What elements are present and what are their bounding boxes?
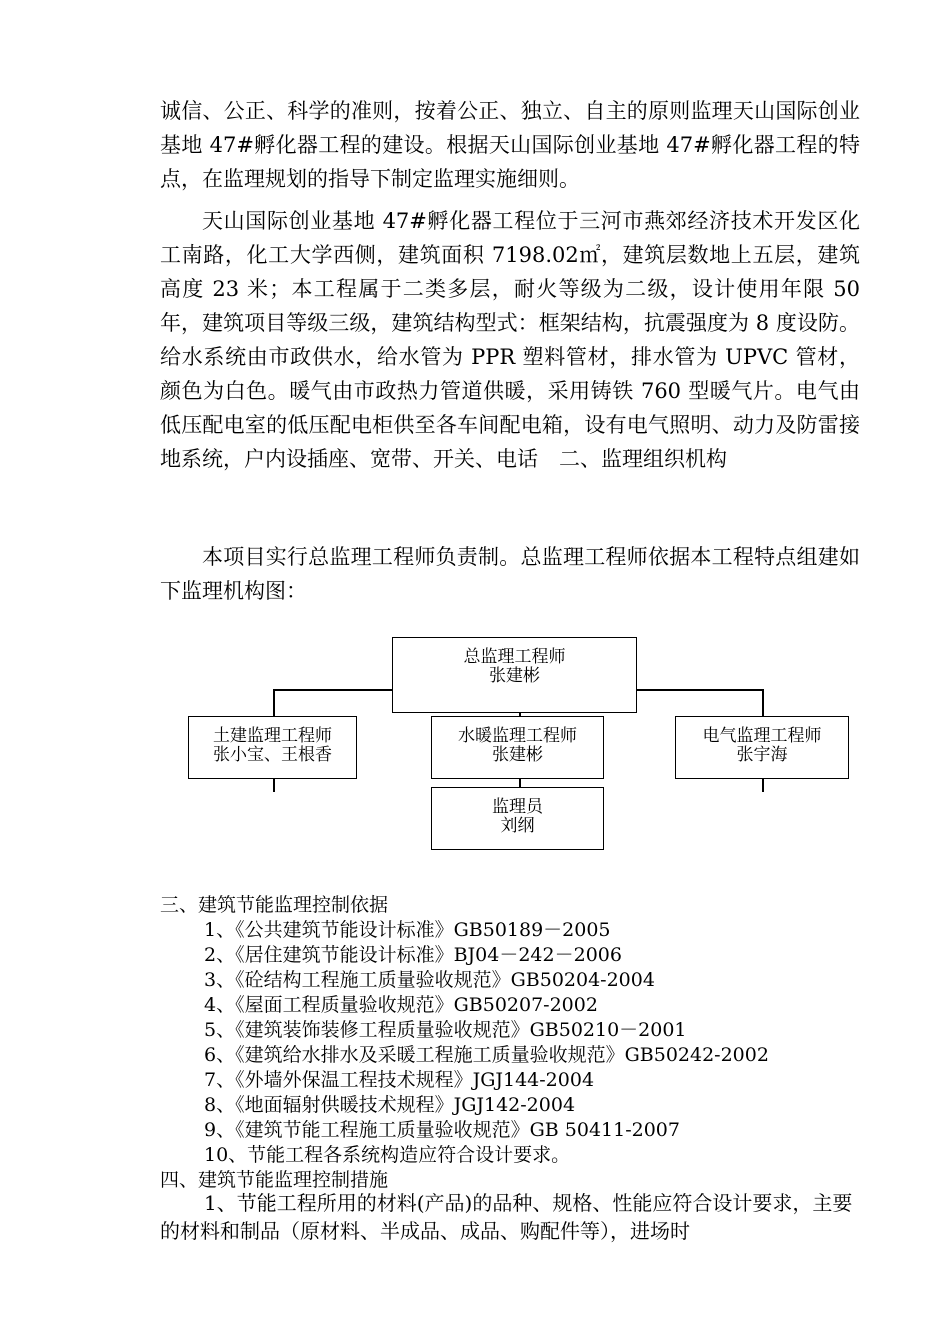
project-description-paragraph: 天山国际创业基地 47#孵化器工程位于三河市燕郊经济技术开发区化工南路，化工大学西侧，建筑面积 7198.02㎡，建筑层数地上五层，建筑高度 23 米；本工程属于二类多层，耐火等级为二级，设计使用年限 50 年，建筑项目等级三级，建筑结构型式：框架结构，抗震强度为 8 度设防。给水系统由市政供水，给水管为 PPR 塑料管材，排水管为 UPVC 管材，颜色为白色。暖气由市政热力管道供暖，采用铸铁 760 型暖气片。电气由低压配电室的低压配电柜供至各车间配电箱，设有电气照明、动力及防雷接地系统，户内设插座、宽带、开关、电话 二、监理组织机构 [160, 209, 860, 471]
standard-item: 6、《建筑给水排水及采暖工程施工质量验收规范》GB50242-2002 [204, 1044, 769, 1066]
inspector-name: 刘纲 [500, 816, 535, 836]
org-intro-paragraph: 本项目实行总监理工程师负责制。总监理工程师依据本工程特点组建如下监理机构图： [160, 545, 860, 603]
intro-paragraph: 诚信、公正、科学的准则，按着公正、独立、自主的原则监理天山国际创业基地 47#孵化器工程的建设。根据天山国际创业基地 47#孵化器工程的特点，在监理规划的指导下制定监理实施细则。 [160, 99, 860, 191]
standard-item: 5、《建筑装饰装修工程质量验收规范》GB50210－2001 [204, 1019, 687, 1041]
standard-item: 3、《砼结构工程施工质量验收规范》GB50204-2004 [204, 969, 655, 991]
hvac-engineer-box [431, 716, 604, 779]
hvac-title: 水暖监理工程师 [458, 726, 577, 746]
section3-heading: 三、建筑节能监理控制依据 [160, 894, 389, 916]
electric-title: 电气监理工程师 [702, 726, 822, 746]
standard-item: 10、节能工程各系统构造应符合设计要求。 [204, 1144, 571, 1166]
inspector-title: 监理员 [492, 797, 543, 817]
standard-item: 1、《公共建筑节能设计标准》GB50189－2005 [204, 919, 611, 941]
civil-engineer-box [188, 716, 357, 779]
chief-name: 张建彬 [489, 666, 540, 686]
standard-item: 4、《屋面工程质量验收规范》GB50207-2002 [204, 994, 598, 1016]
standard-item: 2、《居住建筑节能设计标准》BJ04－242－2006 [204, 944, 622, 966]
standard-item: 8、《地面辐射供暖技术规程》JGJ142-2004 [204, 1094, 576, 1116]
civil-title: 土建监理工程师 [213, 726, 332, 746]
electric-engineer-box [675, 716, 849, 779]
section3-list [160, 893, 769, 1193]
civil-name: 张小宝、王根香 [213, 745, 332, 765]
chief-title: 总监理工程师 [463, 647, 566, 667]
hvac-name: 张建彬 [492, 745, 543, 765]
standard-item: 7、《外墙外保温工程技术规程》JGJ144-2004 [204, 1069, 595, 1091]
inspector-box [431, 787, 604, 850]
section4-heading: 四、建筑节能监理控制措施 [160, 1169, 389, 1191]
chief-engineer-box [392, 637, 637, 713]
standard-item: 9、《建筑节能工程施工质量验收规范》GB 50411-2007 [204, 1119, 680, 1141]
electric-name: 张宇海 [736, 745, 788, 765]
section4-paragraph: 1、节能工程所用的材料(产品)的品种、规格、性能应符合设计要求，主要的材料和制品（原材料、半成品、成品、购配件等），进场时 [160, 1191, 853, 1243]
